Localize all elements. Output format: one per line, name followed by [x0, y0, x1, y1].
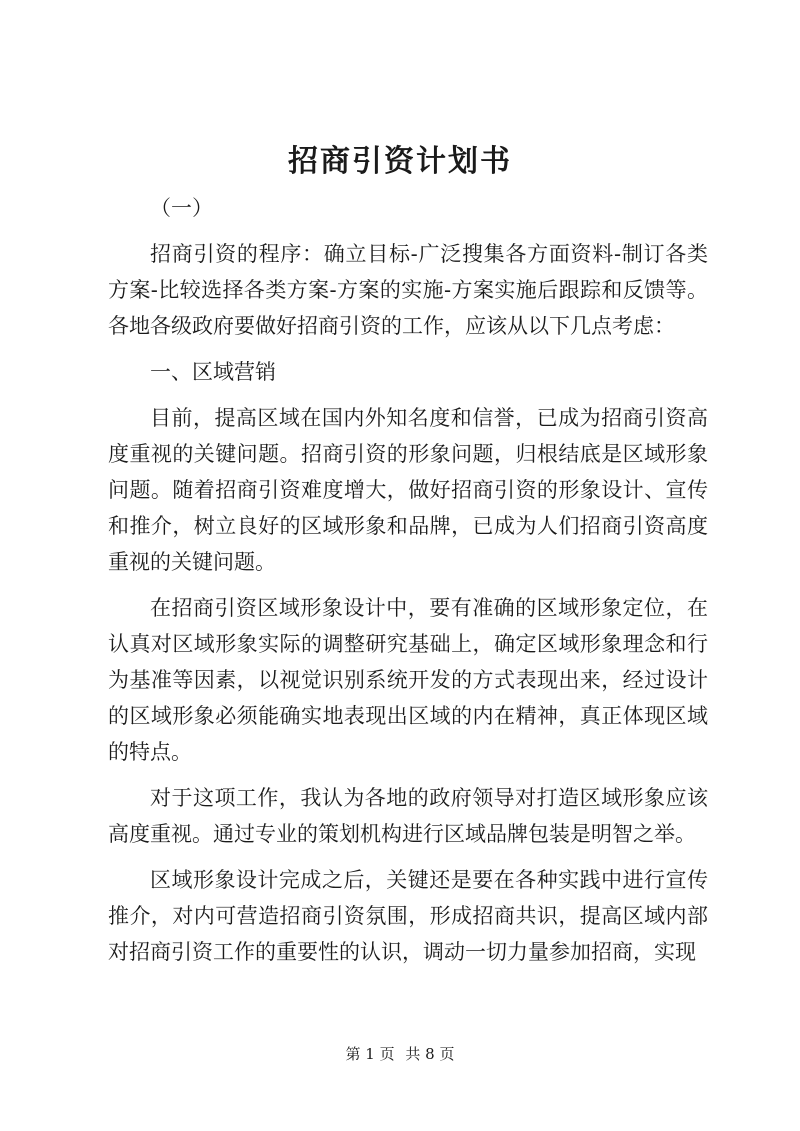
paragraph-promotion: 区域形象设计完成之后，关键还是要在各种实践中进行宣传推介，对内可营造招商引资氛围，形成招商共识，提高区域内部对招商引资工作的重要性的认识，调动一切力量参加招商，实现: [108, 868, 708, 964]
document-title: 招商引资计划书: [288, 144, 512, 179]
section-marker: （一）: [150, 196, 213, 220]
paragraph-current-situation: 目前，提高区域在国内外知名度和信誉，已成为招商引资高度重视的关键问题。招商引资的形象问题，归根结底是区域形象问题。随着招商引资难度增大，做好招商引资的形象设计、宣传和推介，树立良好的区域形象和品牌，已成为人们招商引资高度重视的关键问题。: [108, 406, 708, 574]
section-heading: 一、区域营销: [150, 360, 276, 384]
paragraph-government-attention: 对于这项工作，我认为各地的政府领导对打造区域形象应该高度重视。通过专业的策划机构进行区域品牌包装是明智之举。: [108, 786, 708, 846]
page-number: 第 1 页: [345, 1045, 395, 1063]
paragraph-procedure: 招商引资的程序：确立目标-广泛搜集各方面资料-制订各类方案-比较选择各类方案-方案的实施-方案实施后跟踪和反馈等。各地各级政府要做好招商引资的工作，应该从以下几点考虑：: [108, 242, 708, 338]
page-footer: [0, 1043, 800, 1065]
document-body: [108, 190, 708, 980]
paragraph-image-design: 在招商引资区域形象设计中，要有准确的区域形象定位，在认真对区域形象实际的调整研究基础上，确定区域形象理念和行为基准等因素，以视觉识别系统开发的方式表现出来，经过设计的区域形象必须能确实地表现出区域的内在精神，真正体现区域的特点。: [108, 596, 708, 764]
total-pages: 共 8 页: [405, 1045, 455, 1063]
